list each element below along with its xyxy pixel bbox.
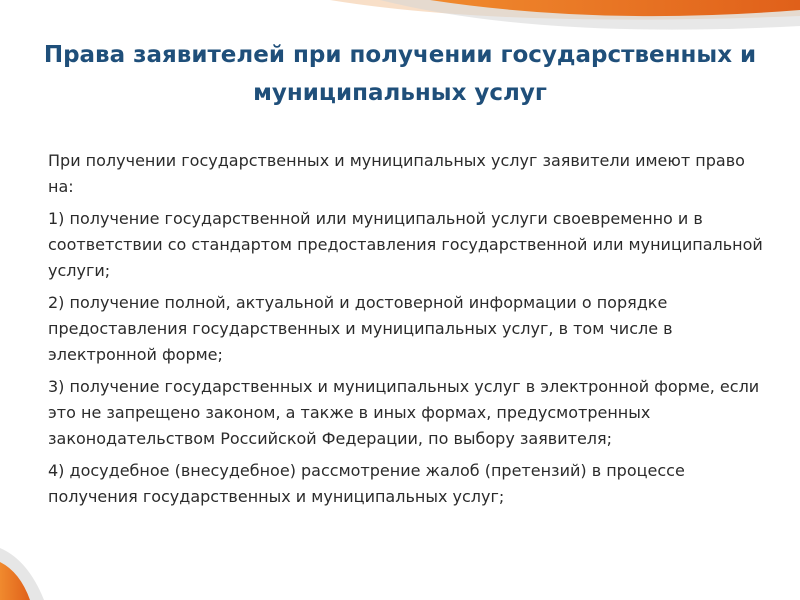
slide-body <box>48 148 773 516</box>
right-item-4: 4) досудебное (внесудебное) рассмотрение жалоб (претензий) в процессе получения государственных и муниципальных услуг; <box>48 461 685 506</box>
right-item-2: 2) получение полной, актуальной и достоверной информации о порядке предоставления государственных и муниципальных услуг, в том числе в электронной форме; <box>48 293 673 364</box>
slide-title: Права заявителей при получении государственных и муниципальных услуг <box>43 42 757 106</box>
intro-paragraph: При получении государственных и муниципальных услуг заявители имеют право на: <box>48 151 745 196</box>
right-item-3: 3) получение государственных и муниципальных услуг в электронной форме, если это не запрещено законом, а также в иных формах, предусмотренных законодательством Российской Федерации, по выбору заявителя; <box>48 377 760 448</box>
bottom-left-swoosh <box>0 548 44 600</box>
right-item-1: 1) получение государственной или муниципальной услуги своевременно и в соответствии со стандартом предоставления государственной или муниципальной услуги; <box>48 209 763 280</box>
top-swoosh <box>330 0 800 30</box>
